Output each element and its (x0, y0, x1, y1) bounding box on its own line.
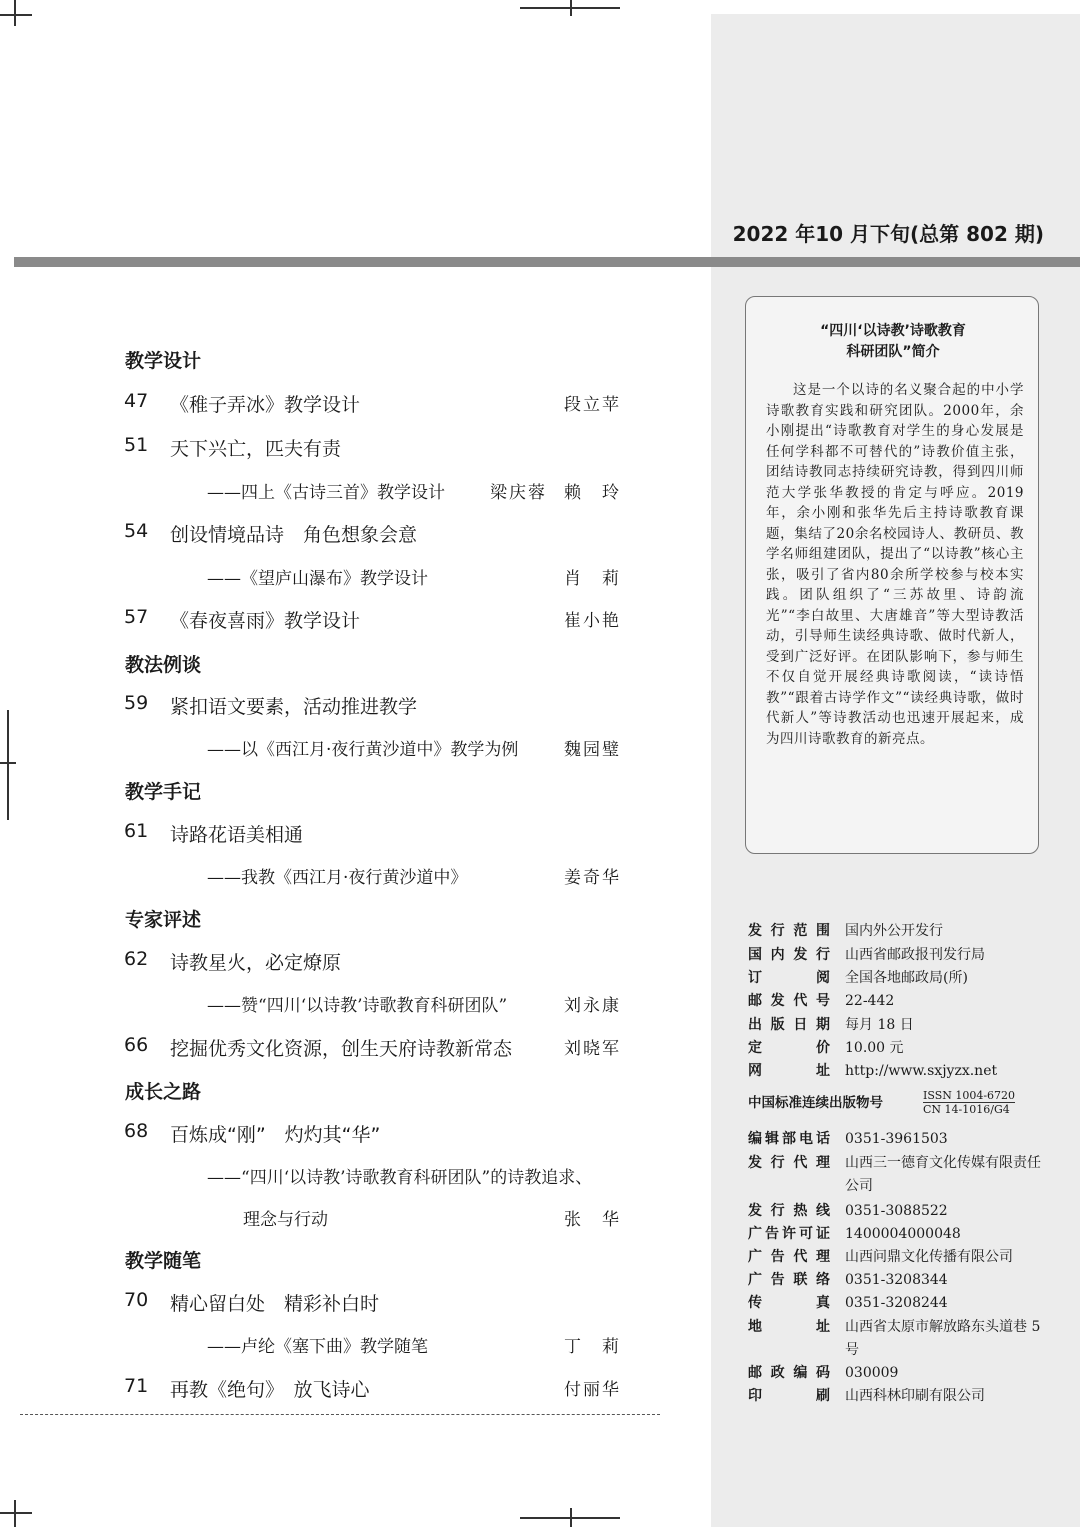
crop-mark-icon (14, 1500, 16, 1527)
toc-entry[interactable] (0, 520, 711, 546)
article-title: 诗教星火，必定燎原 (170, 952, 342, 974)
pub-value: 山西省太原市解放路东头道巷 5 号 (845, 1319, 1041, 1358)
article-title: 精心留白处 精彩补白时 (170, 1293, 380, 1315)
article-subtitle: ——以《西江月·夜行黄沙道中》教学为例 (207, 740, 519, 760)
article-subtitle: ——我教《西江月·夜行黄沙道中》 (207, 868, 468, 888)
pub-value: 山西三一德育文化传媒有限责任公司 (845, 1155, 1041, 1194)
article-subtitle-continued: 理念与行动 (243, 1210, 328, 1230)
article-subtitle: ——卢纶《塞下曲》教学随笔 (207, 1337, 428, 1357)
crop-mark-icon (0, 762, 16, 764)
toc-entry[interactable] (0, 820, 711, 846)
article-title: 《稚子弄冰》教学设计 (170, 394, 361, 416)
section-heading: 教学设计 (125, 350, 202, 372)
article-title: 百炼成“刚” 灼灼其“华” (170, 1124, 381, 1146)
article-title: 创设情境品诗 角色想象会意 (170, 524, 418, 546)
pub-value: 山西科林印刷有限公司 (845, 1388, 985, 1404)
page-number: 71 (124, 1375, 149, 1397)
article-author: 崔小艳 (564, 611, 621, 631)
section-heading: 教学手记 (125, 781, 202, 803)
pub-label: 编辑部电话 (748, 1131, 830, 1147)
pub-label: 发行代理 (748, 1155, 830, 1171)
pub-value: 22-442 (845, 993, 895, 1009)
article-subtitle: ——赞“四川‘以诗教’诗歌教育科研团队” (207, 996, 508, 1016)
crop-mark-icon (14, 0, 16, 26)
article-author: 付丽华 (564, 1380, 621, 1400)
issn-number: ISSN 1004-6720 CN 14-1016/G4 (923, 1089, 1016, 1116)
crop-mark-icon (0, 14, 32, 16)
page-number: 47 (124, 390, 149, 412)
section-heading: 教学随笔 (125, 1250, 202, 1272)
article-author: 魏园璧 (564, 740, 621, 760)
page-number: 70 (124, 1289, 149, 1311)
article-author: 姜奇华 (564, 868, 621, 888)
intro-title-line1: “四川‘以诗教’诗歌教育 (820, 323, 966, 339)
pub-label: 广告许可证 (748, 1226, 830, 1242)
toc-entry[interactable] (0, 434, 711, 460)
section-heading: 教法例谈 (125, 654, 202, 676)
pub-value: 0351-3088522 (845, 1203, 948, 1219)
team-intro-box (745, 296, 1039, 854)
article-title: 再教《绝句》 放飞诗心 (170, 1379, 370, 1401)
crop-mark-icon (570, 1508, 572, 1527)
website-link[interactable]: http://www.sxjyzx.net (845, 1063, 998, 1079)
toc-entry[interactable] (0, 390, 711, 416)
toc-subtitle-row (0, 478, 711, 504)
article-subtitle: ——《望庐山瀑布》教学设计 (207, 569, 428, 589)
article-title: 紧扣语文要素，活动推进教学 (170, 696, 418, 718)
article-author: 赖 玲 (564, 483, 621, 503)
pub-row (748, 1089, 1058, 1122)
pub-value: 每月 18 日 (845, 1017, 914, 1033)
page-number: 66 (124, 1034, 149, 1056)
pub-label: 邮发代号 (748, 993, 830, 1009)
crop-mark-icon (7, 710, 9, 820)
article-author: 丁 莉 (564, 1337, 621, 1357)
article-title: 诗路花语美相通 (170, 824, 304, 846)
toc-subtitle-row (0, 735, 711, 761)
toc-entry[interactable] (0, 606, 711, 632)
pub-label: 地址 (748, 1319, 830, 1335)
section-heading: 专家评述 (125, 909, 202, 931)
pub-value: 0351-3961503 (845, 1131, 948, 1147)
toc-subtitle-row (0, 991, 711, 1017)
article-subtitle: ——“四川‘以诗教’诗歌教育科研团队”的诗教追求、 (207, 1168, 593, 1188)
pub-value: 0351-3208244 (845, 1295, 948, 1311)
toc-subtitle-row (0, 1163, 711, 1189)
toc-subtitle-row (0, 1205, 711, 1231)
section-heading: 成长之路 (125, 1081, 202, 1103)
crop-mark-icon (570, 0, 572, 16)
page-number: 57 (124, 606, 149, 628)
pub-value: 山西省邮政报刊发行局 (845, 947, 985, 963)
header-rule (14, 257, 1080, 267)
toc-entry[interactable] (0, 948, 711, 974)
pub-label: 发行热线 (748, 1203, 830, 1219)
page-number: 51 (124, 434, 149, 456)
page-number: 68 (124, 1120, 149, 1142)
pub-value: 国内外公开发行 (845, 923, 943, 939)
article-author: 张 华 (564, 1210, 621, 1230)
article-author: 梁庆蓉 (490, 483, 547, 503)
article-author: 刘晓军 (564, 1039, 621, 1059)
pub-label: 传真 (748, 1295, 830, 1311)
toc-subtitle-row (0, 863, 711, 889)
issue-date: 2022 年10 月下旬(总第 802 期) (732, 222, 1044, 246)
pub-value: 山西问鼎文化传播有限公司 (845, 1249, 1013, 1265)
article-author: 肖 莉 (564, 569, 621, 589)
pub-label: 印刷 (748, 1388, 830, 1404)
article-subtitle: ——四上《古诗三首》教学设计 (207, 483, 445, 503)
pub-value: 1400004000048 (845, 1226, 961, 1242)
article-title: 《春夜喜雨》教学设计 (170, 610, 361, 632)
page-number: 61 (124, 820, 149, 842)
toc-subtitle-row (0, 1332, 711, 1358)
pub-label: 邮政编码 (748, 1365, 830, 1381)
toc-entry[interactable] (0, 1375, 711, 1401)
toc-entry[interactable] (0, 1034, 711, 1060)
page-number: 62 (124, 948, 149, 970)
toc-entry[interactable] (0, 692, 711, 718)
dashed-divider (20, 1414, 660, 1415)
pub-label: 中国标准连续出版物号 (748, 1095, 883, 1111)
pub-value: 全国各地邮政局(所) (845, 970, 968, 986)
article-author: 段立苹 (564, 395, 621, 415)
crop-mark-icon (0, 1512, 32, 1514)
pub-label: 出版日期 (748, 1017, 830, 1033)
toc-entry[interactable] (0, 1289, 711, 1315)
pub-value: 0351-3208344 (845, 1272, 948, 1288)
intro-body: 这是一个以诗的名义聚合起的中小学诗歌教育实践和研究团队。2000年，余小刚提出“诗歌教育对学生的身心发展是任何学科都不可替代的”诗教价值主张，团结诗教同志持续研究诗教，得到四川师范大学张华教授的肯定与呼应。2019年，余小刚和张华先后主持诗歌教育课题，集结了20余名校园诗人、教研员、教学名师组建团队，提出了“以诗教”核心主张，吸引了省内80余所学校参与校本实践。团队组织了“三苏故里、诗韵流光”“李白故里、大唐雄音”等大型诗教活动，引导师生读经典诗歌、做时代新人，受到广泛好评。在团队影响下，参与师生不仅自觉开展经典诗歌阅读，“读诗悟教”“跟着古诗学作文”“读经典诗歌，做时代新人”等诗教活动也迅速开展起来，成为四川诗歌教育的新亮点。 (766, 382, 1024, 747)
pub-value: 030009 (845, 1365, 899, 1381)
toc-subtitle-row (0, 564, 711, 590)
pub-label: 国内发行 (748, 947, 830, 963)
article-title: 天下兴亡，匹夫有责 (170, 438, 342, 460)
toc-entry[interactable] (0, 1120, 711, 1146)
pub-label: 网址 (748, 1063, 830, 1079)
page-number: 54 (124, 520, 149, 542)
pub-label: 发行范围 (748, 923, 830, 939)
pub-label: 订阅 (748, 970, 830, 986)
pub-label: 定价 (748, 1040, 830, 1056)
intro-title-line2: 科研团队”简介 (846, 344, 940, 360)
article-title: 挖掘优秀文化资源，创生天府诗教新常态 (170, 1038, 513, 1060)
page-number: 59 (124, 692, 149, 714)
pub-label: 广告代理 (748, 1249, 830, 1265)
pub-value: 10.00 元 (845, 1040, 904, 1056)
pub-label: 广告联络 (748, 1272, 830, 1288)
article-author: 刘永康 (564, 996, 621, 1016)
